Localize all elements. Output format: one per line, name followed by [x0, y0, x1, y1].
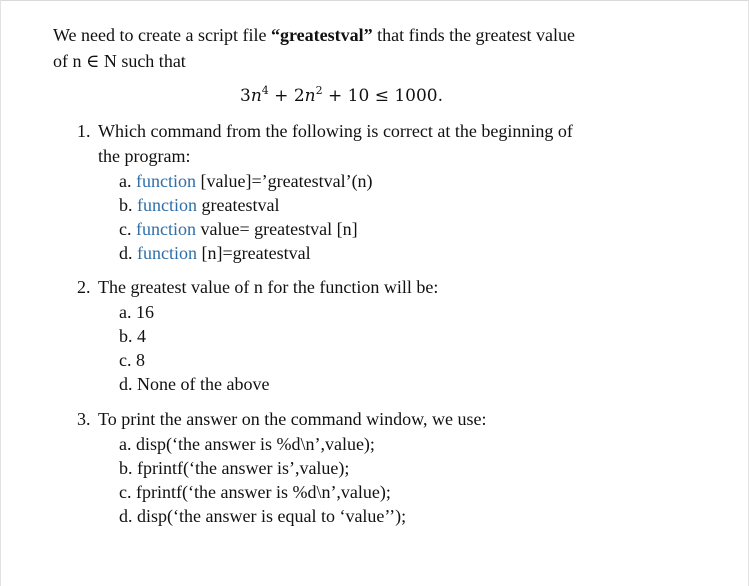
term1-coefficient: 3 — [240, 86, 251, 106]
term2-coefficient: 2 — [293, 86, 305, 106]
term1-variable: n — [250, 86, 262, 106]
keyword-function: function — [136, 219, 196, 239]
keyword-function: function — [137, 195, 197, 215]
option-letter: a. — [119, 302, 132, 322]
intro-text-suffix: that finds the greatest value — [372, 25, 576, 45]
option-letter: b. — [119, 326, 133, 346]
option-text: disp(‘the answer is equal to ‘value’’); — [137, 506, 407, 526]
q2-option-b — [119, 325, 146, 347]
term2-exponent: 2 — [315, 84, 323, 97]
plus-operator: + — [268, 86, 294, 106]
q1-option-c — [119, 218, 358, 240]
option-letter: c. — [119, 482, 132, 502]
question-1-text-cont: the program: — [98, 146, 191, 166]
script-name: “greatestval” — [270, 25, 373, 45]
q1-option-d — [119, 242, 311, 264]
q3-option-d — [119, 505, 406, 527]
question-2-text: The greatest value of n for the function will be: — [98, 277, 439, 297]
question-1-number: 1. — [77, 121, 91, 141]
option-letter: d. — [119, 243, 133, 263]
option-text: [n]=greatestval — [197, 243, 311, 263]
option-text: greatestval — [197, 195, 280, 215]
option-text: value= greatestval [n] — [196, 219, 358, 239]
option-letter: c. — [119, 350, 132, 370]
option-letter: c. — [119, 219, 132, 239]
question-2-number: 2. — [77, 277, 91, 297]
q3-option-c — [119, 481, 391, 503]
question-1-text: Which command from the following is correct at the beginning of — [98, 121, 573, 141]
formula-rest: + 10 ≤ 1000. — [322, 86, 444, 106]
term2-variable: n — [304, 86, 316, 106]
q2-option-d — [119, 373, 269, 395]
q1-option-a — [119, 170, 373, 192]
option-text: None of the above — [137, 374, 270, 394]
option-letter: a. — [119, 434, 132, 454]
option-text: 16 — [136, 302, 154, 322]
q2-option-a — [119, 301, 154, 323]
q3-option-a — [119, 433, 375, 455]
intro-line-1 — [53, 24, 575, 46]
inequality-formula — [240, 85, 443, 107]
option-letter: b. — [119, 195, 133, 215]
option-letter: d. — [119, 506, 133, 526]
option-text: 8 — [136, 350, 145, 370]
option-text: fprintf(‘the answer is %d\n’,value); — [136, 482, 391, 502]
keyword-function: function — [137, 243, 197, 263]
q3-option-b — [119, 457, 349, 479]
intro-text: We need to create a script file — [53, 25, 271, 45]
q2-option-c — [119, 349, 145, 371]
term1-exponent: 4 — [261, 84, 269, 97]
intro-line-2: of n ∈ N such that — [53, 51, 186, 71]
option-letter: a. — [119, 171, 132, 191]
option-letter: b. — [119, 458, 133, 478]
option-text: disp(‘the answer is %d\n’,value); — [136, 434, 375, 454]
option-letter: d. — [119, 374, 133, 394]
option-text: 4 — [137, 326, 146, 346]
q1-option-b — [119, 194, 279, 216]
option-text: [value]=’greatestval’(n) — [196, 171, 373, 191]
question-3-number: 3. — [77, 409, 91, 429]
option-text: fprintf(‘the answer is’,value); — [137, 458, 350, 478]
question-3-text: To print the answer on the command window, we use: — [98, 409, 487, 429]
keyword-function: function — [136, 171, 196, 191]
